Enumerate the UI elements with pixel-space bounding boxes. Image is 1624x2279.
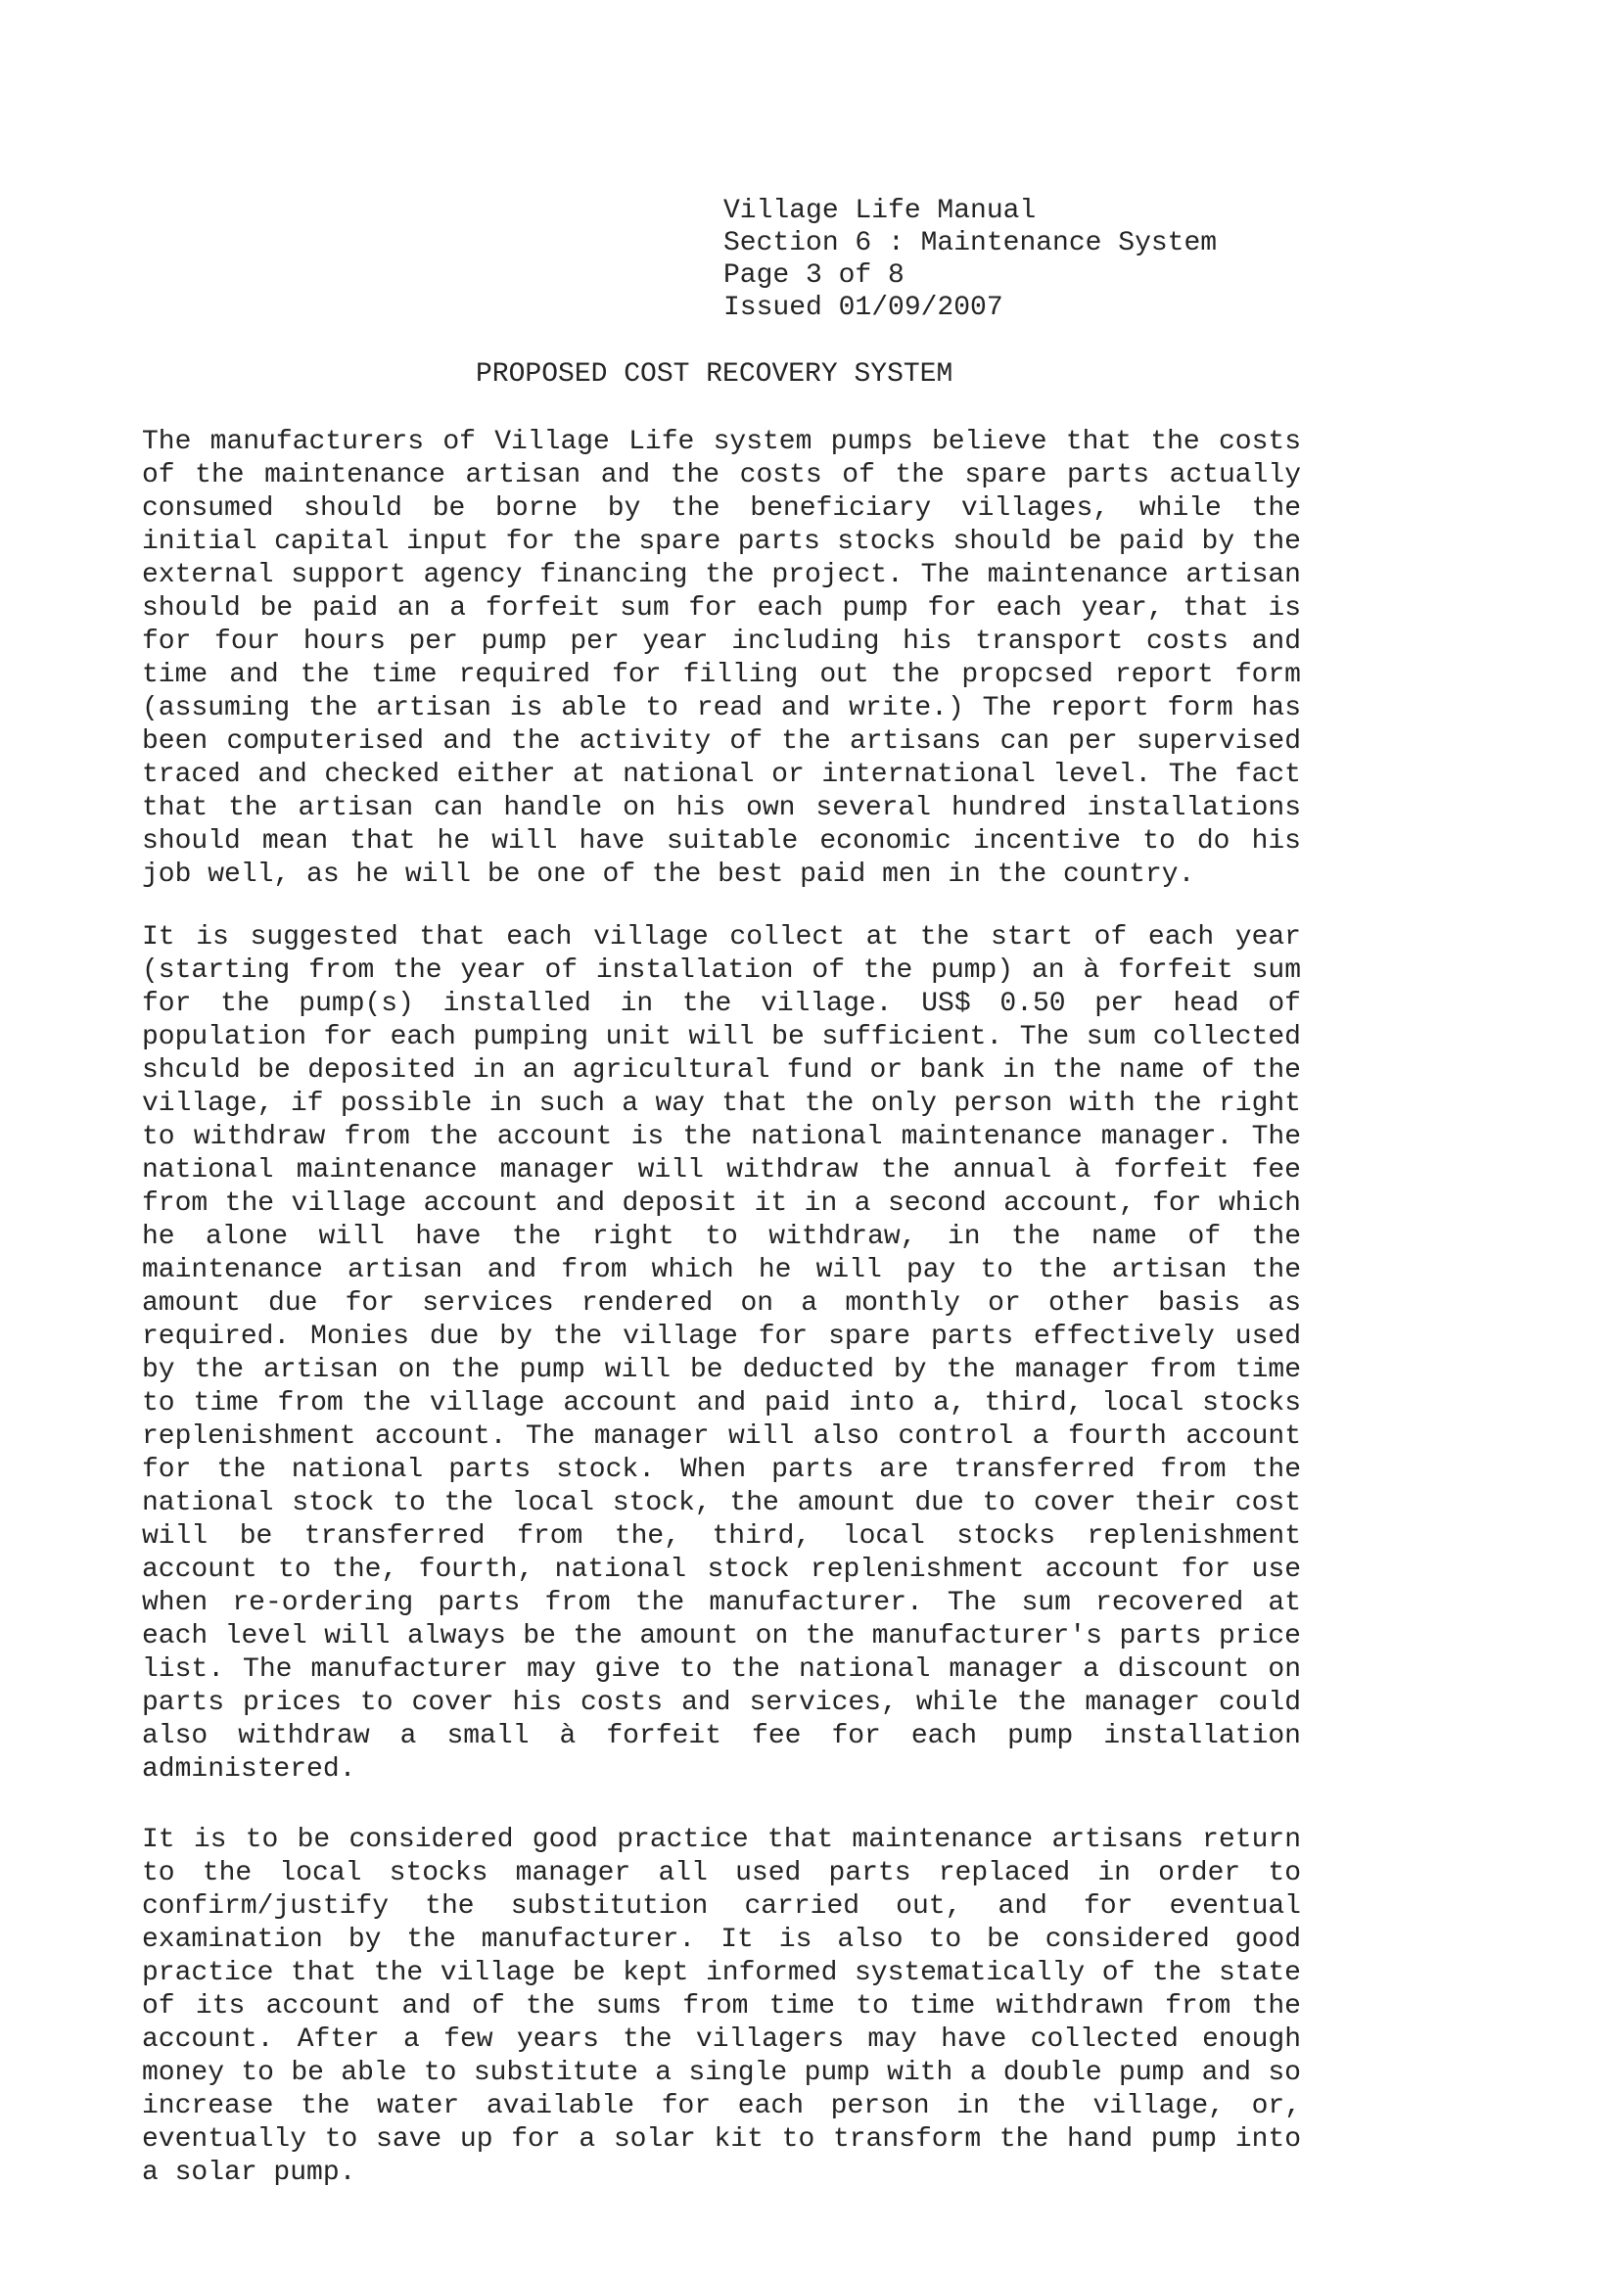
text-line: shculd be deposited in an agricultural fund or bank in the name of the (142, 1055, 1301, 1086)
text-line: money to be able to substitute a single pump with a double pump and so (142, 2058, 1301, 2088)
text-line: should mean that he will have suitable economic incentive to do his (142, 826, 1301, 857)
text-line: to withdraw from the account is the national maintenance manager. The (142, 1122, 1301, 1152)
text-line: to the local stocks manager all used parts replaced in order to (142, 1858, 1301, 1888)
text-line: account to the, fourth, national stock replenishment account for use (142, 1555, 1301, 1585)
text-line: practice that the village be kept informed systematically of the state (142, 1958, 1301, 1988)
text-line: been computerised and the activity of the artisans can per supervised (142, 726, 1301, 757)
text-line: to time from the village account and paid into a, third, local stocks (142, 1388, 1301, 1419)
text-line: parts prices to cover his costs and services, while the manager could (142, 1688, 1301, 1718)
text-line: time and the time required for filling out the propcsed report form (142, 660, 1301, 690)
paragraph-1 (142, 426, 1301, 892)
text-line: It is to be considered good practice that maintenance artisans return (142, 1825, 1301, 1855)
text-line: initial capital input for the spare parts stocks should be paid by the (142, 527, 1301, 557)
text-line: should be paid an a forfeit sum for each pump for each year, that is (142, 593, 1301, 624)
paragraph-2 (142, 921, 1301, 1787)
text-line: It is suggested that each village collect at the start of each year (142, 922, 1301, 953)
text-line: when re-ordering parts from the manufacturer. The sum recovered at (142, 1588, 1301, 1618)
text-line: replenishment account. The manager will also control a fourth account (142, 1421, 1301, 1452)
document-header (723, 195, 1217, 324)
text-line: consumed should be borne by the beneficiary villages, while the (142, 493, 1301, 524)
text-line: of the maintenance artisan and the costs of the spare parts actually (142, 460, 1301, 490)
text-line: also withdraw a small à forfeit fee for each pump installation (142, 1721, 1301, 1751)
text-line: job well, as he will be one of the best paid men in the country. (142, 860, 1195, 890)
text-line: of its account and of the sums from time to time withdrawn from the (142, 1991, 1301, 2022)
issue-date: Issued 01/09/2007 (723, 293, 1003, 323)
page-number: Page 3 of 8 (723, 260, 905, 291)
text-line: increase the water available for each person in the village, or, (142, 2091, 1301, 2121)
text-line: from the village account and deposit it in a second account, for which (142, 1188, 1301, 1219)
text-line: external support agency financing the project. The maintenance artisan (142, 560, 1301, 590)
text-line: will be transferred from the, third, local stocks replenishment (142, 1521, 1301, 1552)
text-line: maintenance artisan and from which he will pay to the artisan the (142, 1255, 1301, 1285)
text-line: eventually to save up for a solar kit to transform the hand pump into (142, 2124, 1301, 2155)
text-line: administered. (142, 1754, 356, 1785)
text-line: account. After a few years the villagers may have collected enough (142, 2024, 1301, 2055)
text-line: national stock to the local stock, the amount due to cover their cost (142, 1488, 1301, 1518)
text-line: each level will always be the amount on the manufacturer's parts price (142, 1621, 1301, 1651)
text-line: for the national parts stock. When parts are transferred from the (142, 1455, 1301, 1485)
text-line: traced and checked either at national or international level. The fact (142, 760, 1301, 790)
text-line: (assuming the artisan is able to read and write.) The report form has (142, 693, 1301, 723)
text-line: required. Monies due by the village for spare parts effectively used (142, 1322, 1301, 1352)
text-line: for the pump(s) installed in the village. US$ 0.50 per head of (142, 989, 1301, 1019)
text-line: he alone will have the right to withdraw, in the name of the (142, 1222, 1301, 1252)
text-line: village, if possible in such a way that the only person with the right (142, 1089, 1301, 1119)
text-line: (starting from the year of installation of the pump) an à forfeit sum (142, 955, 1301, 986)
text-line: examination by the manufacturer. It is also to be considered good (142, 1925, 1301, 1955)
text-line: confirm/justify the substitution carried out, and for eventual (142, 1891, 1301, 1922)
text-line: that the artisan can handle on his own several hundred installations (142, 793, 1301, 823)
manual-title: Village Life Manual (723, 196, 1037, 226)
text-line: The manufacturers of Village Life system pumps believe that the costs (142, 427, 1301, 457)
text-line: a solar pump. (142, 2158, 356, 2188)
page-title: PROPOSED COST RECOVERY SYSTEM (476, 359, 953, 390)
text-line: amount due for services rendered on a monthly or other basis as (142, 1288, 1301, 1319)
text-line: list. The manufacturer may give to the national manager a discount on (142, 1654, 1301, 1685)
section-label: Section 6 : Maintenance System (723, 228, 1218, 258)
paragraph-3 (142, 1824, 1301, 2190)
text-line: population for each pumping unit will be sufficient. The sum collected (142, 1022, 1301, 1052)
text-line: national maintenance manager will withdraw the annual à forfeit fee (142, 1155, 1301, 1186)
text-line: by the artisan on the pump will be deducted by the manager from time (142, 1355, 1301, 1385)
text-line: for four hours per pump per year including his transport costs and (142, 627, 1301, 657)
